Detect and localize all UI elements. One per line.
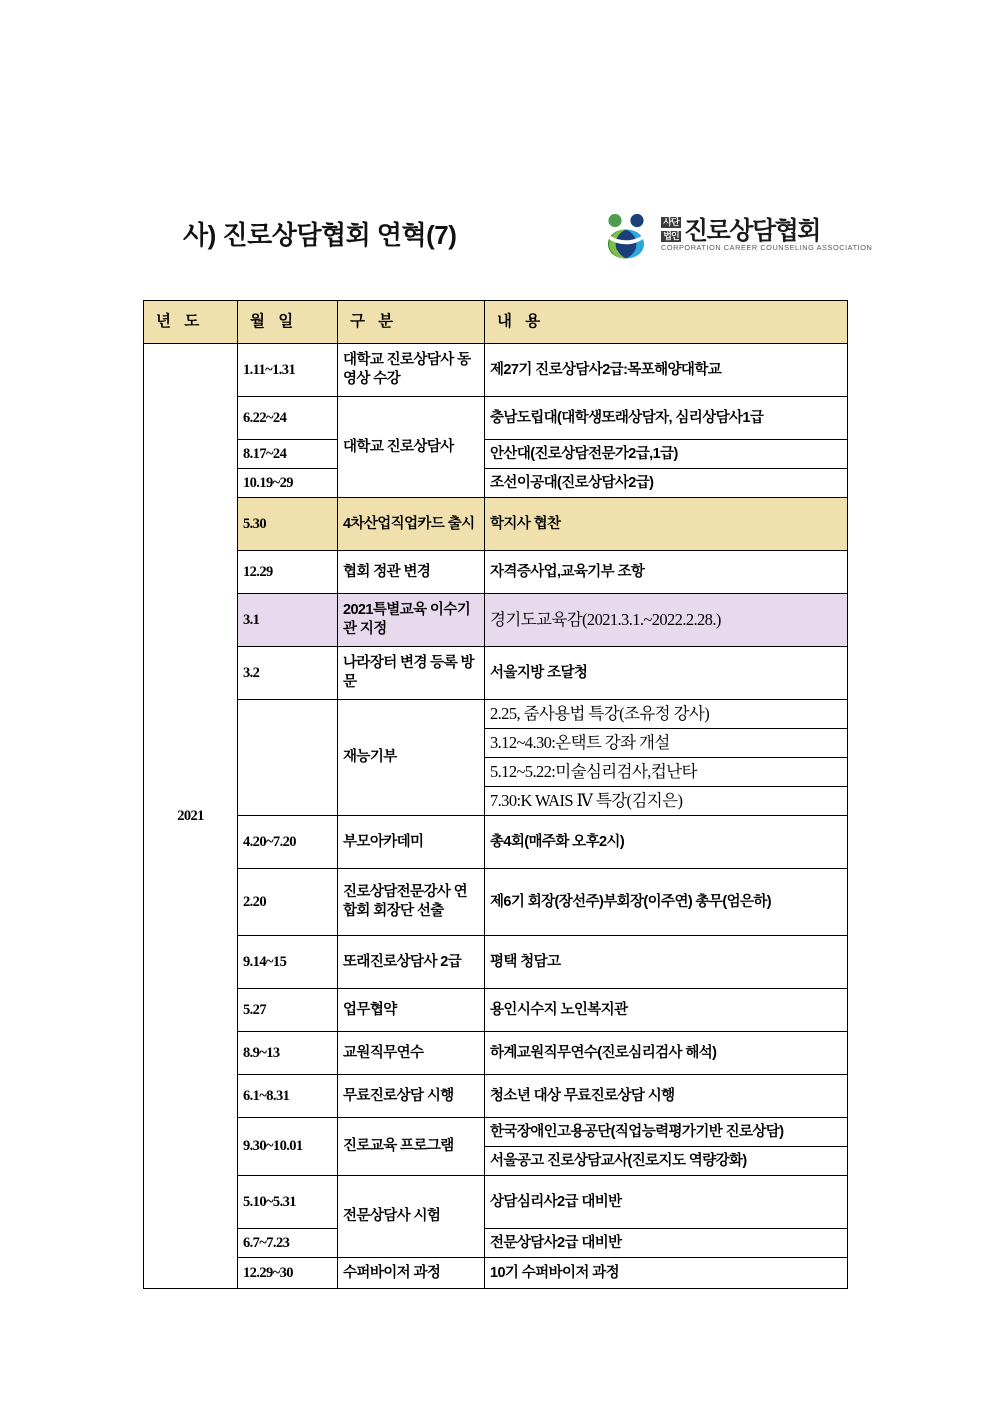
content-cell: 제27기 진로상담사2급:목포해양대학교 [485,344,848,397]
date-cell: 5.30 [238,498,338,551]
logo-badge-icon [661,217,681,242]
table-row [144,469,848,498]
type-cell: 2021특별교육 이수기관 지정 [338,594,485,647]
table-row [144,1118,848,1147]
date-cell: 1.11~1.31 [238,344,338,397]
table-row [144,551,848,594]
document-header [143,205,873,275]
type-cell: 진로상담전문강사 연합회 회장단 선출 [338,869,485,936]
content-cell: 10기 수퍼바이저 과정 [485,1258,848,1289]
table-row [144,397,848,440]
date-cell: 12.29~30 [238,1258,338,1289]
content-cell: 안산대(진로상담전문가2급,1급) [485,440,848,469]
column-header-type: 구 분 [338,301,485,344]
logo-wordmark [661,211,873,263]
table-row [144,936,848,989]
table-header-row [144,301,848,344]
type-cell: 부모아카데미 [338,816,485,869]
logo-badge-line1: 사단 [661,217,681,228]
table-row [144,1229,848,1258]
content-cell: 하계교원직무연수(진로심리검사 해석) [485,1032,848,1075]
logo-subtitle: CORPORATION CAREER COUNSELING ASSOCIATION [661,243,873,252]
content-cell: 제6기 회장(장선주)부회장(이주연) 총무(엄은하) [485,869,848,936]
type-cell: 또래진로상담사 2급 [338,936,485,989]
content-cell: 7.30:K WAIS Ⅳ 특강(김지은) [485,787,848,816]
date-cell: 4.20~7.20 [238,816,338,869]
type-cell: 전문상담사 시험 [338,1176,485,1258]
table-row-highlighted [144,498,848,551]
content-cell: 청소년 대상 무료진로상담 시행 [485,1075,848,1118]
year-cell: 2021 [144,344,238,1289]
table-row [144,989,848,1032]
type-cell: 교원직무연수 [338,1032,485,1075]
content-cell: 3.12~4.30:온택트 강좌 개설 [485,729,848,758]
type-cell: 무료진로상담 시행 [338,1075,485,1118]
type-cell: 대학교 진로상담사 [338,397,485,498]
content-cell: 자격증사업,교육기부 조항 [485,551,848,594]
date-cell: 8.9~13 [238,1032,338,1075]
content-cell: 학지사 협찬 [485,498,848,551]
type-cell: 수퍼바이저 과정 [338,1258,485,1289]
column-header-year: 년 도 [144,301,238,344]
content-cell: 한국장애인고용공단(직업능력평가기반 진로상담) [485,1118,848,1147]
content-cell: 조선이공대(진로상담사2급) [485,469,848,498]
content-cell: 충남도립대(대학생또래상담자, 심리상담사1급 [485,397,848,440]
table-row [144,1075,848,1118]
date-cell: 9.14~15 [238,936,338,989]
date-cell: 5.27 [238,989,338,1032]
type-cell: 4차산업직업카드 출시 [338,498,485,551]
table-row [144,869,848,936]
type-cell: 재능기부 [338,700,485,816]
date-cell: 9.30~10.01 [238,1118,338,1176]
association-logo [595,209,873,267]
logo-badge-line2: 법인 [661,231,681,242]
date-cell: 8.17~24 [238,440,338,469]
date-cell: 6.22~24 [238,397,338,440]
date-cell: 12.29 [238,551,338,594]
content-cell: 용인시수지 노인복지관 [485,989,848,1032]
date-cell: 10.19~29 [238,469,338,498]
type-cell: 진로교육 프로그램 [338,1118,485,1176]
table-row [144,700,848,729]
date-cell: 6.7~7.23 [238,1229,338,1258]
content-cell: 서울지방 조달청 [485,647,848,700]
table-row [144,816,848,869]
table-row [144,1032,848,1075]
history-table [143,300,848,1289]
content-cell: 평택 청담고 [485,936,848,989]
table-row [144,1258,848,1289]
logo-mark-icon [595,213,657,259]
page-title: 사) 진로상담협회 연혁(7) [183,220,457,250]
content-cell: 서울공고 진로상담교사(진로지도 역량강화) [485,1147,848,1176]
date-cell: 5.10~5.31 [238,1176,338,1229]
date-cell: 6.1~8.31 [238,1075,338,1118]
column-header-date: 월 일 [238,301,338,344]
table-row [144,647,848,700]
type-cell: 나라장터 변경 등록 방문 [338,647,485,700]
table-row [144,1176,848,1229]
table-row [144,440,848,469]
content-cell: 총4회(매주화 오후2시) [485,816,848,869]
date-cell [238,700,338,816]
content-cell: 2.25, 줌사용법 특강(조유정 강사) [485,700,848,729]
date-cell: 3.2 [238,647,338,700]
content-cell: 전문상담사2급 대비반 [485,1229,848,1258]
type-cell: 협회 정관 변경 [338,551,485,594]
content-cell: 경기도교육감(2021.3.1.~2022.2.28.) [485,594,848,647]
content-cell: 5.12~5.22:미술심리검사,컵난타 [485,758,848,787]
date-cell: 2.20 [238,869,338,936]
table-row-highlighted [144,594,848,647]
date-cell: 3.1 [238,594,338,647]
logo-name: 진로상담협회 [684,217,820,245]
table-row [144,344,848,397]
content-cell: 상담심리사2급 대비반 [485,1176,848,1229]
type-cell: 업무협약 [338,989,485,1032]
column-header-content: 내 용 [485,301,848,344]
type-cell: 대학교 진로상담사 동영상 수강 [338,344,485,397]
history-table-wrapper [143,300,847,1289]
